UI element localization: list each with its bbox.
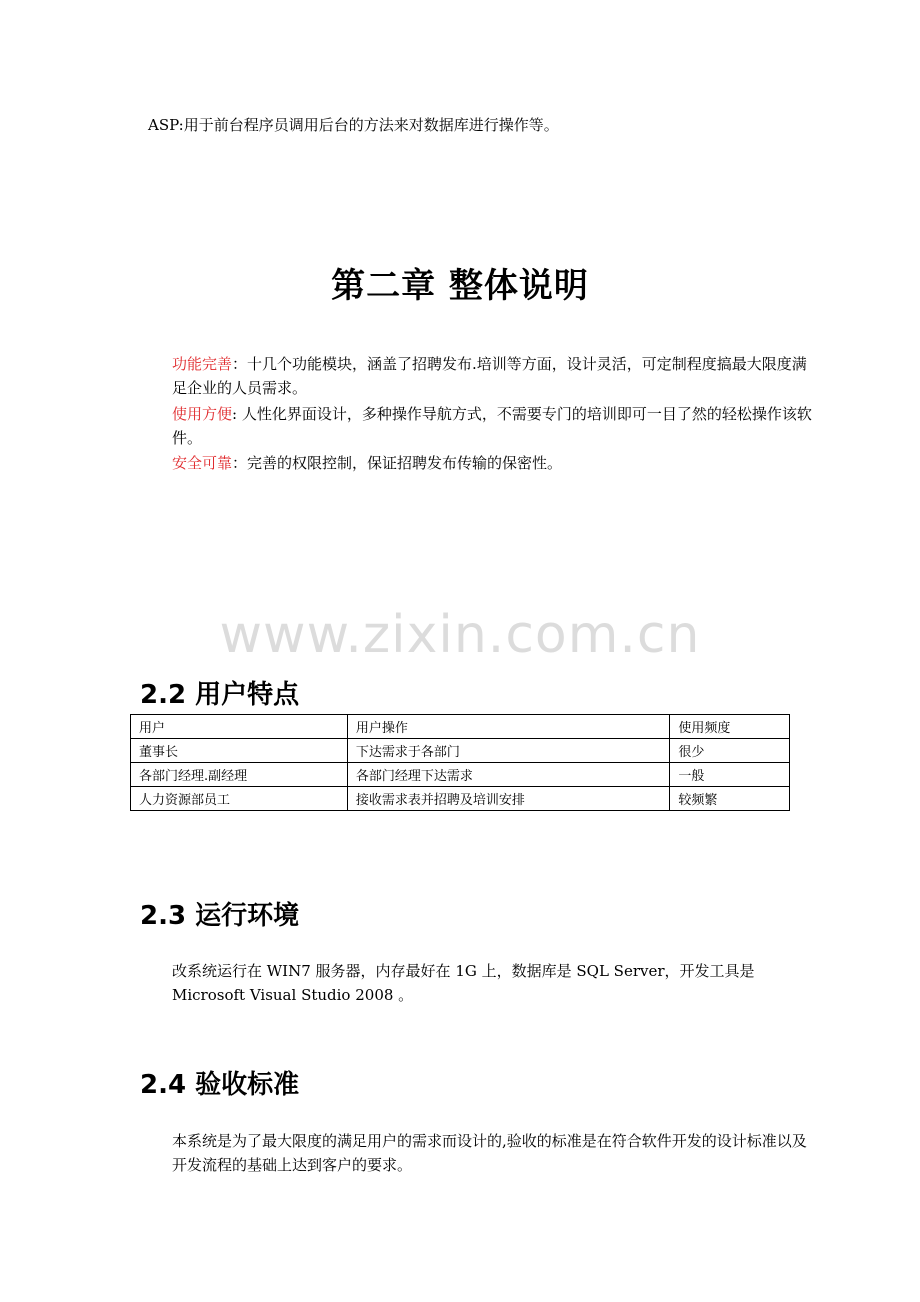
table-cell: 较频繁 xyxy=(670,787,790,811)
section-heading-2-3: 2.3 运行环境 xyxy=(140,901,300,931)
feature-label: 功能完善 xyxy=(172,355,233,373)
table-header-cell: 用户 xyxy=(131,715,348,739)
table-cell: 董事长 xyxy=(131,739,348,763)
feature-label: 使用方便 xyxy=(172,405,233,423)
feature-item xyxy=(140,451,817,475)
feature-text: 十几个功能模块，涵盖了招聘发布.培训等方面，设计灵活，可定制程度搞最大限度满足企业的人员需求。 xyxy=(172,355,807,397)
table-cell: 各部门经理下达需求 xyxy=(347,763,669,787)
table-header-row xyxy=(131,715,790,739)
feature-label: 安全可靠 xyxy=(172,454,233,472)
section-heading-2-4: 2.4 验收标准 xyxy=(140,1070,300,1100)
user-characteristics-table xyxy=(130,714,790,811)
chapter-title: 第二章 整体说明 xyxy=(331,266,589,306)
table-row xyxy=(131,763,790,787)
table-row xyxy=(131,739,790,763)
feature-text: 人性化界面设计，多种操作导航方式，不需要专门的培训即可一目了然的轻松操作该软件。 xyxy=(172,405,812,447)
watermark: www.zixin.com.cn xyxy=(219,605,701,665)
table-cell: 很少 xyxy=(670,739,790,763)
section-heading-2-2: 2.2 用户特点 xyxy=(140,680,300,710)
acceptance-criteria-paragraph: 本系统是为了最大限度的满足用户的需求而设计的,验收的标准是在符合软件开发的设计标准以及开发流程的基础上达到客户的要求。 xyxy=(172,1132,807,1174)
feature-separator: ： xyxy=(232,355,248,373)
feature-separator: ： xyxy=(232,454,248,472)
runtime-environment-paragraph: 改系统运行在 WIN7 服务器，内存最好在 1G 上，数据库是 SQL Server，开发工具是 Microsoft Visual Studio 2008 。 xyxy=(172,962,755,1004)
table-cell: 各部门经理.副经理 xyxy=(131,763,348,787)
table-cell: 人力资源部员工 xyxy=(131,787,348,811)
feature-item xyxy=(140,352,817,400)
table-header-cell: 用户操作 xyxy=(347,715,669,739)
table-row xyxy=(131,787,790,811)
table-cell: 接收需求表并招聘及培训安排 xyxy=(347,787,669,811)
table-cell: 下达需求于各部门 xyxy=(347,739,669,763)
feature-item xyxy=(140,402,817,450)
feature-separator: : xyxy=(232,405,242,423)
feature-text: 完善的权限控制，保证招聘发布传输的保密性。 xyxy=(247,454,563,472)
intro-paragraph: ASP:用于前台程序员调用后台的方法来对数据库进行操作等。 xyxy=(148,116,559,134)
table-header-cell: 使用频度 xyxy=(670,715,790,739)
table-cell: 一般 xyxy=(670,763,790,787)
